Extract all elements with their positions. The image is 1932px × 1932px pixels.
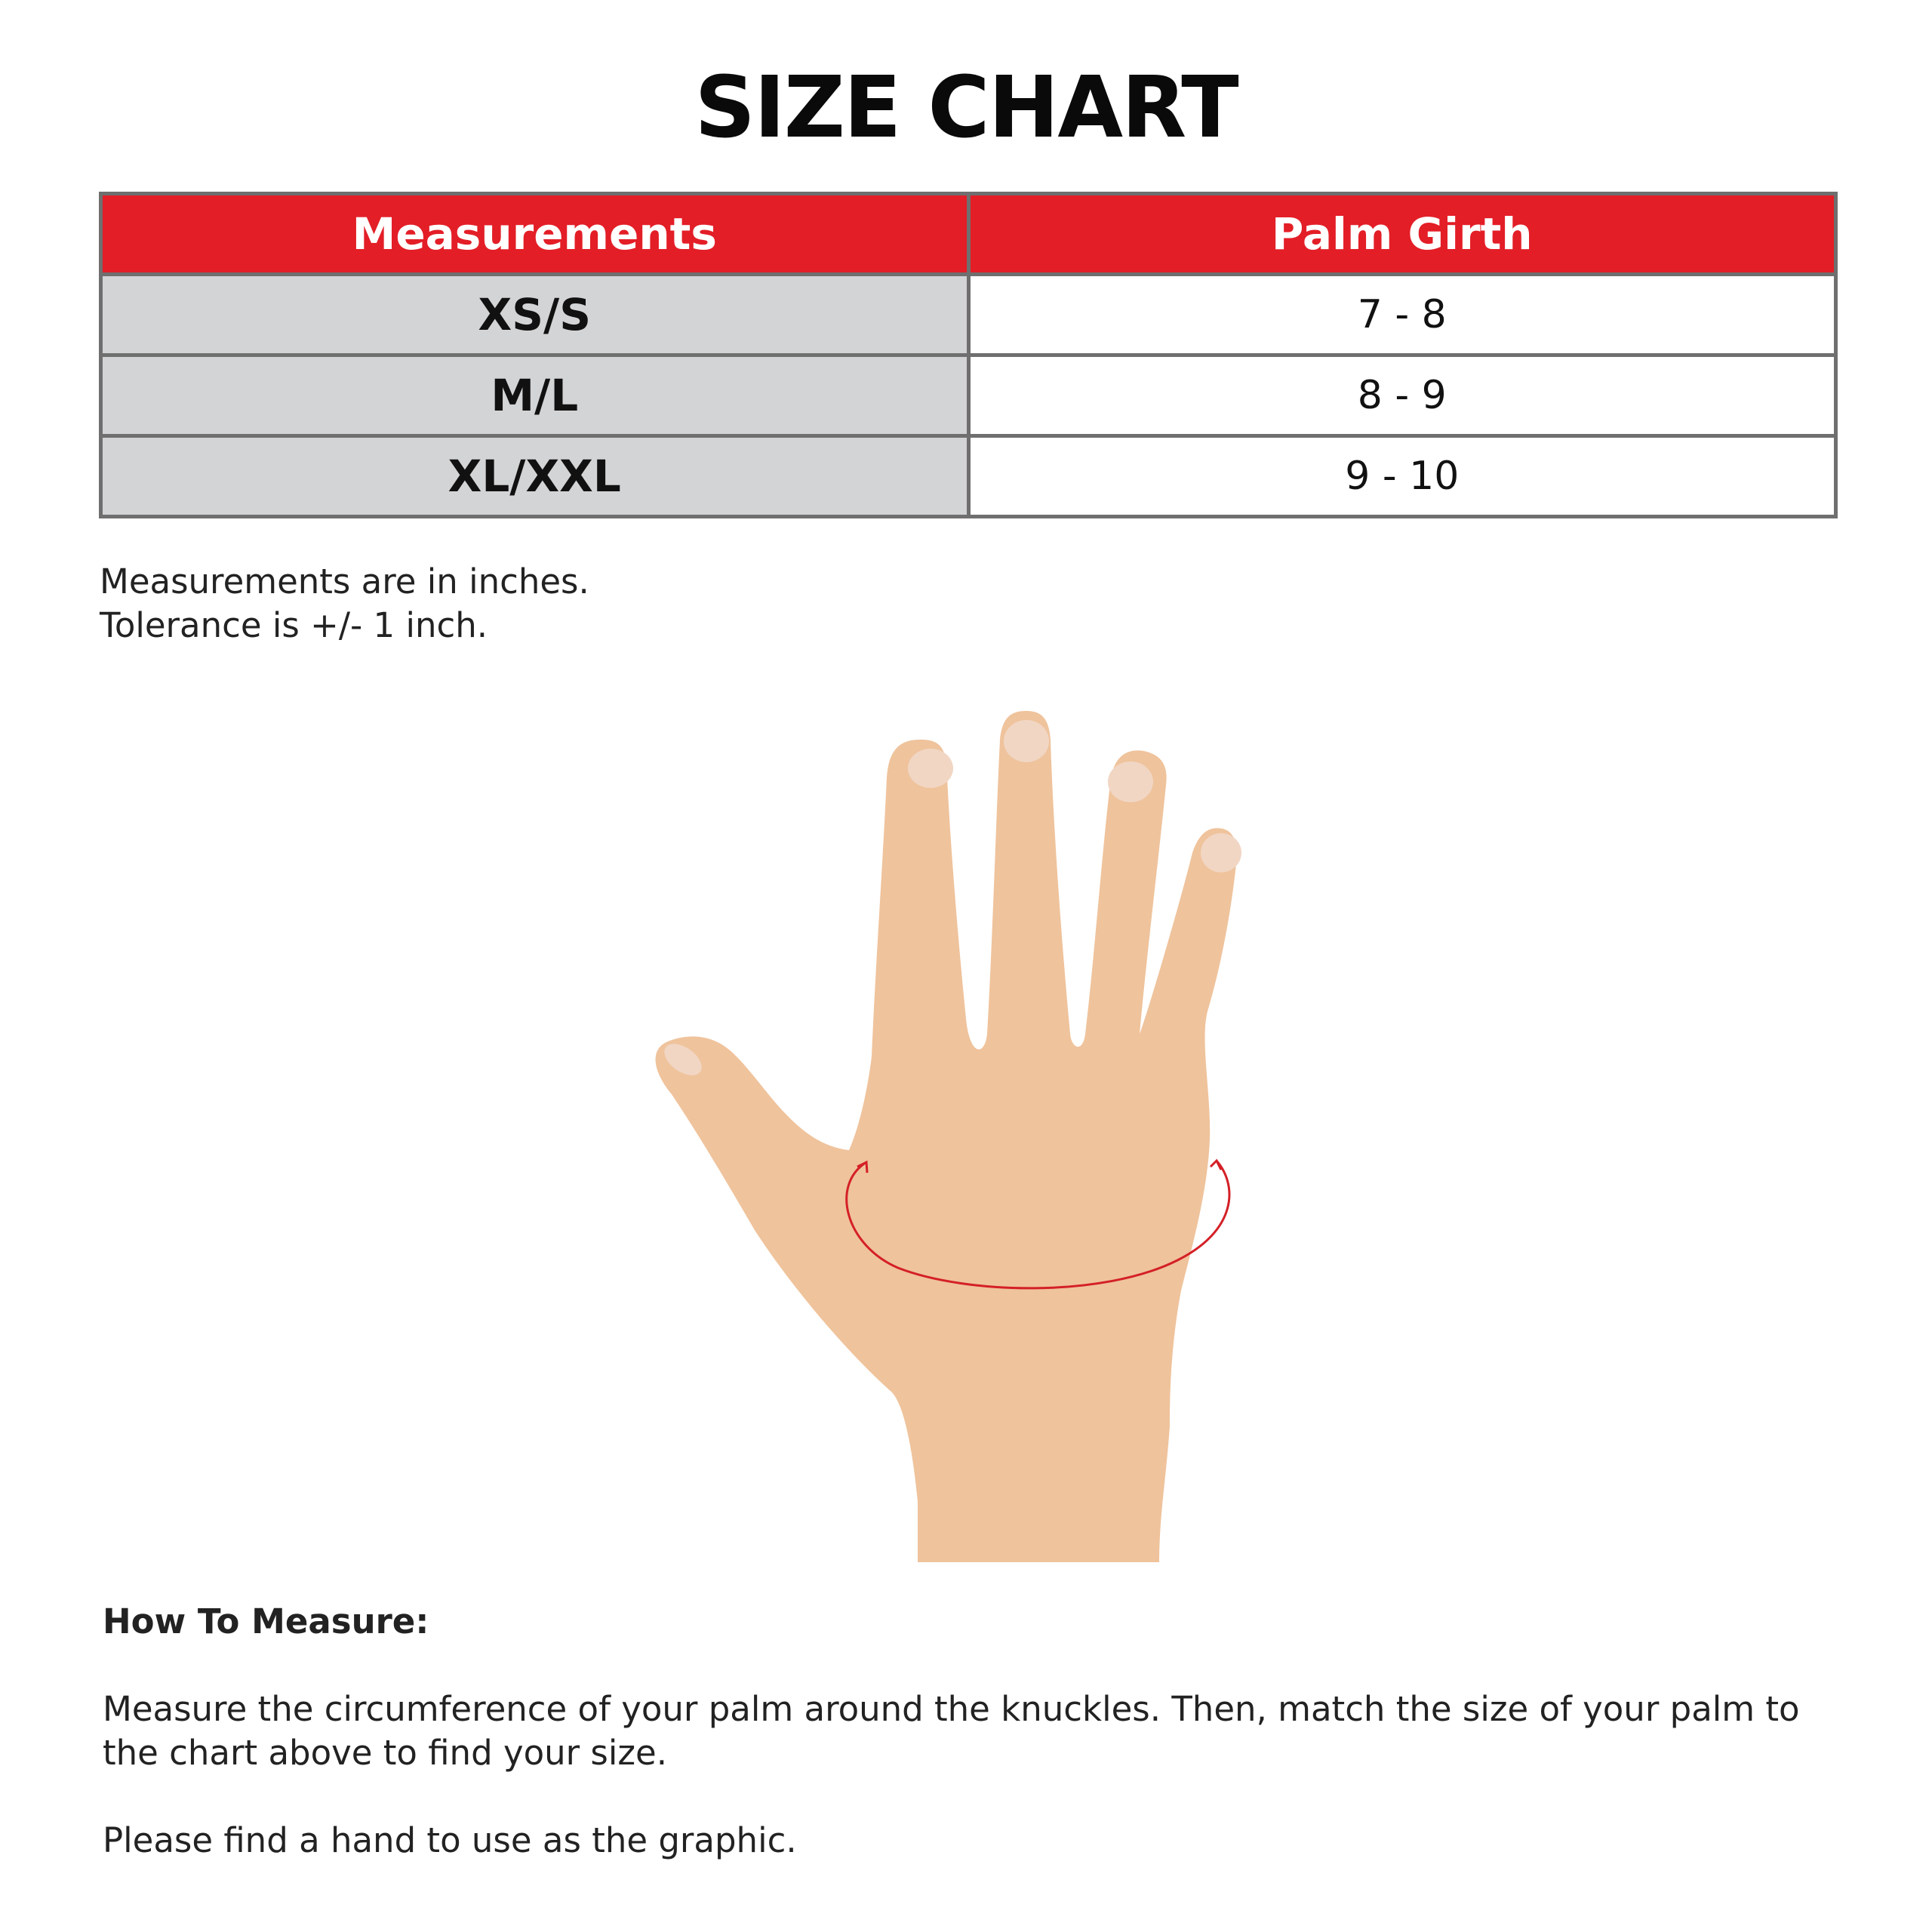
size-chart-table bbox=[99, 192, 1838, 518]
tolerance-note: Tolerance is +/- 1 inch. bbox=[100, 605, 488, 645]
table-row bbox=[101, 355, 1836, 436]
middle-nail bbox=[1004, 720, 1049, 762]
arrow-head-right bbox=[1211, 1161, 1221, 1170]
hand-shape bbox=[656, 711, 1237, 1562]
graphic-note: Please find a hand to use as the graphic. bbox=[103, 1820, 797, 1860]
header-palm-girth: Palm Girth bbox=[968, 194, 1836, 275]
table-header-row bbox=[101, 194, 1836, 275]
how-to-measure-section bbox=[103, 1600, 1861, 1906]
size-label: XS/S bbox=[101, 275, 969, 355]
table-row bbox=[101, 436, 1836, 517]
size-label: M/L bbox=[101, 355, 969, 436]
index-nail bbox=[908, 749, 953, 788]
ring-nail bbox=[1108, 761, 1153, 802]
hand-icon bbox=[649, 702, 1268, 1570]
page-title: SIZE CHART bbox=[694, 59, 1238, 157]
size-label: XL/XXL bbox=[101, 436, 969, 517]
palm-girth-value: 7 - 8 bbox=[968, 275, 1836, 355]
how-to-measure-instruction: Measure the circumference of your palm around the knuckles. Then, match the size of your palm to the chart above to find your size. bbox=[103, 1689, 1800, 1773]
hand-illustration bbox=[649, 702, 1268, 1570]
palm-girth-value: 8 - 9 bbox=[968, 355, 1836, 436]
table-row bbox=[101, 275, 1836, 355]
units-note: Measurements are in inches. bbox=[100, 561, 589, 601]
pinky-nail bbox=[1201, 833, 1241, 872]
header-measurements: Measurements bbox=[101, 194, 969, 275]
palm-girth-value: 9 - 10 bbox=[968, 436, 1836, 517]
how-to-measure-title: How To Measure: bbox=[103, 1601, 429, 1641]
measurement-notes bbox=[100, 560, 589, 648]
